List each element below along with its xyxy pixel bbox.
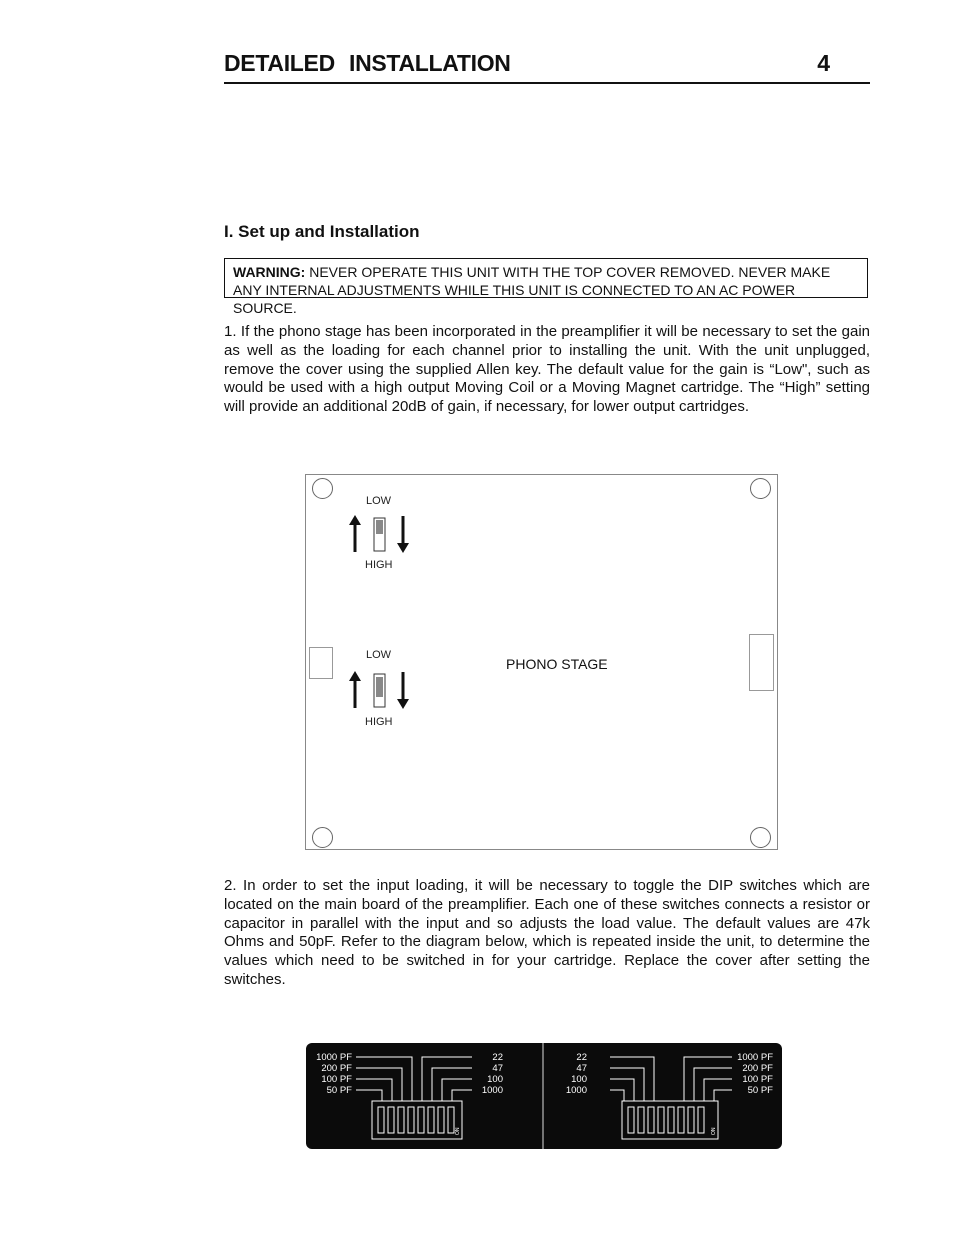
mounting-hole-bottom-left	[312, 827, 333, 848]
phono-stage-board-diagram	[305, 474, 778, 850]
left-cap-label: 100 PF	[321, 1074, 352, 1085]
switch-bottom-low-label: LOW	[366, 649, 392, 661]
phono-stage-label: PHONO STAGE	[506, 656, 608, 672]
left-res-label: 22	[492, 1052, 503, 1063]
right-res-label: 47	[576, 1063, 587, 1074]
right-cap-label: 200 PF	[742, 1063, 773, 1074]
warning-box	[224, 258, 868, 316]
left-res-label: 1000	[481, 1085, 503, 1096]
left-res-label: 47	[492, 1063, 503, 1074]
right-dip-switch-bank	[622, 1101, 718, 1139]
switch-lever	[376, 677, 383, 697]
left-dip-switch-bank	[372, 1101, 462, 1139]
board-connector-left	[309, 647, 333, 679]
right-cap-label: 50 PF	[747, 1085, 773, 1096]
arrow-up-icon	[349, 515, 361, 552]
left-cap-label: 200 PF	[321, 1063, 352, 1074]
left-leader-lines	[356, 1057, 472, 1101]
right-res-label: 100	[571, 1074, 587, 1085]
left-cap-label: 1000 PF	[316, 1052, 352, 1063]
mounting-hole-top-left	[312, 478, 333, 499]
warning-text: NEVER OPERATE THIS UNIT WITH THE TOP COVER REMOVED. NEVER MAKE ANY INTERNAL ADJUSTMENTS WHILE THIS UNIT IS CONNECTED TO AN AC POWER SOURCE.	[233, 264, 831, 316]
page-header	[224, 46, 870, 84]
switch-top-low-label: LOW	[366, 495, 392, 507]
paragraph-gain: 1. If the phono stage has been incorporated in the preamplifier it will be necessary to set the gain as well as the loading for each channel prior to installing the unit. With the unit unplugged, remove the cover using the supplied Allen key. The default value for the gain is “Low", such as would be used with a high output Moving Coil or a Moving Magnet cartridge. The “High” setting will provide an additional 20dB of gain, if necessary, for lower output cartridges.	[224, 323, 870, 416]
warning-label: WARNING:	[233, 264, 306, 280]
left-switch-mark: ON	[455, 1127, 461, 1135]
right-res-label: 22	[576, 1052, 587, 1063]
left-cap-label: 50 PF	[326, 1085, 352, 1096]
dip-switch-diagram	[306, 1043, 782, 1149]
arrow-up-icon	[349, 671, 361, 708]
mounting-hole-top-right	[750, 478, 771, 499]
left-res-label: 100	[487, 1074, 503, 1085]
page-number: 4	[817, 50, 830, 76]
switch-lever	[376, 520, 383, 534]
gain-switch-top	[346, 515, 412, 555]
mounting-hole-bottom-right	[750, 827, 771, 848]
page-title: DETAILED INSTALLATION	[224, 50, 511, 76]
arrow-down-icon	[397, 516, 409, 553]
right-leader-lines	[610, 1057, 732, 1101]
switch-top-high-label: HIGH	[365, 559, 393, 571]
gain-switch-bottom	[346, 671, 412, 711]
arrow-down-icon	[397, 672, 409, 709]
right-cap-label: 100 PF	[742, 1074, 773, 1085]
board-connector-right	[749, 634, 774, 691]
section-heading: I. Set up and Installation	[224, 222, 420, 241]
right-res-label: 1000	[565, 1085, 587, 1096]
switch-bottom-high-label: HIGH	[365, 716, 393, 728]
right-cap-label: 1000 PF	[737, 1052, 773, 1063]
paragraph-loading: 2. In order to set the input loading, it will be necessary to toggle the DIP switches which are located on the main board of the preamplifier. Each one of these switches connects a resistor or capacitor in parallel with the input and so adjusts the load value. The default values are 47k Ohms and 50pF. Refer to the diagram below, which is repeated inside the unit, to determine the values which need to be switched in for your cartridge. Replace the cover after setting the switches.	[224, 877, 870, 988]
right-switch-mark: ON	[711, 1127, 717, 1135]
